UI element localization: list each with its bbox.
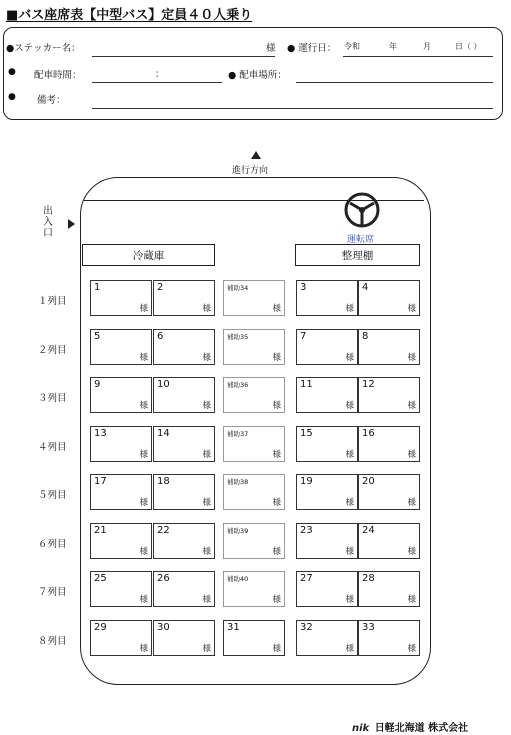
seat-sama-label: 様 [345, 450, 354, 460]
seat-sama-label: 様 [202, 304, 211, 314]
seat-number: 25 [94, 573, 107, 584]
seat-sama-label: 様 [139, 353, 148, 363]
time-colon: ： [155, 69, 165, 80]
seat[interactable] [296, 474, 358, 510]
seat-sama-label: 様 [139, 498, 148, 508]
seat-number: 5 [94, 331, 101, 342]
seat-sama-label: 様 [139, 644, 148, 654]
seat[interactable] [296, 329, 358, 365]
seat[interactable] [296, 620, 358, 656]
seat-sama-label: 様 [407, 401, 416, 411]
sticker-name-field[interactable] [92, 56, 275, 57]
remarks-field[interactable] [92, 108, 493, 109]
seat-number: 23 [300, 525, 313, 536]
seat[interactable] [358, 377, 420, 413]
seat-number: 1 [94, 282, 101, 293]
page-title: ■バス座席表【中型バス】定員４０人乗り [6, 8, 253, 23]
row-label: ２列目 [38, 345, 67, 356]
entrance-arrow-icon [68, 219, 75, 229]
seat-sama-label: 様 [345, 498, 354, 508]
seat-number: 補助34 [227, 284, 249, 292]
seat-sama-label: 様 [202, 498, 211, 508]
seat[interactable] [153, 377, 215, 413]
seat-sama-label: 様 [272, 450, 281, 460]
seat-number: 補助35 [227, 333, 249, 341]
seat-sama-label: 様 [272, 644, 281, 654]
seat-sama-label: 様 [407, 644, 416, 654]
seat[interactable] [90, 620, 152, 656]
day-unit: 日（ ） [455, 42, 482, 51]
seat-number: 16 [362, 428, 375, 439]
seat[interactable] [358, 329, 420, 365]
seat[interactable] [358, 620, 420, 656]
seat[interactable] [296, 426, 358, 462]
seat-sama-label: 様 [407, 595, 416, 605]
seat[interactable] [223, 620, 285, 656]
seat[interactable] [296, 280, 358, 316]
seat-number: 4 [362, 282, 369, 293]
seat-sama-label: 様 [345, 644, 354, 654]
seat-number: 29 [94, 622, 107, 633]
seat-number: 3 [300, 282, 307, 293]
aux-seat[interactable] [223, 426, 285, 462]
seat[interactable] [90, 474, 152, 510]
year-unit: 年 [389, 42, 397, 51]
seat[interactable] [153, 329, 215, 365]
logo-mark: nik [352, 723, 370, 734]
seat[interactable] [358, 474, 420, 510]
sticker-name-label: ●ステッカー名： [6, 43, 81, 54]
aux-seat[interactable] [223, 280, 285, 316]
seat-number: 6 [157, 331, 164, 342]
seat-sama-label: 様 [202, 644, 211, 654]
seat-number: 補助40 [227, 575, 249, 583]
seat-number: 28 [362, 573, 375, 584]
company-name: 日軽北海道 株式会社 [374, 723, 469, 734]
seat[interactable] [358, 426, 420, 462]
bullet-icon: ● [8, 67, 16, 77]
month-unit: 月 [423, 42, 431, 51]
seat-number: 補助36 [227, 381, 249, 389]
seat-sama-label: 様 [407, 547, 416, 557]
seat-sama-label: 様 [272, 401, 281, 411]
row-label: １列目 [38, 296, 67, 307]
seat-number: 24 [362, 525, 375, 536]
seat-number: 補助37 [227, 430, 249, 438]
seat-sama-label: 様 [139, 450, 148, 460]
seat[interactable] [90, 523, 152, 559]
seat-number: 13 [94, 428, 107, 439]
sticker-name-sama: 様 [266, 43, 276, 54]
aux-seat[interactable] [223, 329, 285, 365]
seat-number: 17 [94, 476, 107, 487]
seat-number: 14 [157, 428, 170, 439]
seat-sama-label: 様 [272, 547, 281, 557]
bullet-icon: ● [8, 92, 16, 102]
seat[interactable] [358, 523, 420, 559]
seat-number: 27 [300, 573, 313, 584]
seat[interactable] [153, 474, 215, 510]
seat[interactable] [296, 523, 358, 559]
aux-seat[interactable] [223, 377, 285, 413]
seat[interactable] [296, 571, 358, 607]
seat-number: 補助39 [227, 527, 249, 535]
seat-sama-label: 様 [139, 401, 148, 411]
seat[interactable] [90, 377, 152, 413]
seat-sama-label: 様 [139, 595, 148, 605]
dispatch-place-label: ● 配車場所： [228, 70, 287, 81]
seat-sama-label: 様 [202, 547, 211, 557]
seat-sama-label: 様 [345, 401, 354, 411]
seat-number: 18 [157, 476, 170, 487]
dispatch-place-field[interactable] [296, 82, 493, 83]
company-logo [352, 719, 468, 734]
seat-number: 26 [157, 573, 170, 584]
seat-number: 19 [300, 476, 313, 487]
seat-sama-label: 様 [345, 304, 354, 314]
seat-sama-label: 様 [272, 304, 281, 314]
seat[interactable] [153, 280, 215, 316]
row-label: ４列目 [38, 442, 67, 453]
seat[interactable] [153, 571, 215, 607]
seat-sama-label: 様 [272, 595, 281, 605]
aux-seat[interactable] [223, 474, 285, 510]
seat[interactable] [358, 280, 420, 316]
run-date-label: ● 運行日： [287, 43, 337, 54]
seat-sama-label: 様 [139, 304, 148, 314]
seat-sama-label: 様 [202, 353, 211, 363]
seat-number: 9 [94, 379, 101, 390]
seat-number: 20 [362, 476, 375, 487]
aux-seat[interactable] [223, 523, 285, 559]
seat[interactable] [153, 620, 215, 656]
seat-number: 7 [300, 331, 307, 342]
direction-label: 進行方向 [232, 166, 269, 176]
seat-number: 8 [362, 331, 369, 342]
seat-number: 15 [300, 428, 313, 439]
seat-number: 12 [362, 379, 375, 390]
entrance-label: 出入口 [43, 206, 53, 239]
steering-wheel-icon [343, 191, 381, 229]
seat-number: 2 [157, 282, 164, 293]
seat-sama-label: 様 [272, 498, 281, 508]
seat-number: 補助38 [227, 478, 249, 486]
seat[interactable] [90, 426, 152, 462]
dispatch-time-label: 配車時間： [34, 70, 82, 81]
storage-shelf-box: 整理棚 [295, 244, 420, 266]
seat-sama-label: 様 [407, 304, 416, 314]
seat-sama-label: 様 [139, 547, 148, 557]
seat[interactable] [358, 571, 420, 607]
row-label: ５列目 [38, 490, 67, 501]
seat[interactable] [90, 329, 152, 365]
fridge-box: 冷蔵庫 [82, 244, 215, 266]
seat-sama-label: 様 [202, 401, 211, 411]
seat-sama-label: 様 [407, 498, 416, 508]
seat[interactable] [90, 280, 152, 316]
driver-seat-label: 運転席 [347, 235, 375, 245]
aux-seat[interactable] [223, 571, 285, 607]
seat[interactable] [296, 377, 358, 413]
seat-number: 33 [362, 622, 375, 633]
seat-sama-label: 様 [407, 450, 416, 460]
seat-sama-label: 様 [407, 353, 416, 363]
seat-number: 21 [94, 525, 107, 536]
seat-number: 32 [300, 622, 313, 633]
seat-sama-label: 様 [345, 353, 354, 363]
seat-number: 22 [157, 525, 170, 536]
era-label: 令和 [344, 42, 360, 51]
seat[interactable] [153, 523, 215, 559]
seat-number: 30 [157, 622, 170, 633]
run-date-field[interactable] [343, 56, 493, 57]
seat-sama-label: 様 [345, 595, 354, 605]
remarks-label: 備考： [37, 95, 66, 106]
dispatch-time-field[interactable] [92, 82, 222, 83]
seat-sama-label: 様 [345, 547, 354, 557]
seat[interactable] [153, 426, 215, 462]
direction-arrow-icon [251, 151, 261, 159]
seat-number: 10 [157, 379, 170, 390]
seat-sama-label: 様 [202, 595, 211, 605]
row-label: ８列目 [38, 636, 67, 647]
seat-sama-label: 様 [202, 450, 211, 460]
seat-number: 31 [227, 622, 240, 633]
row-label: ６列目 [38, 539, 67, 550]
seat[interactable] [90, 571, 152, 607]
row-label: ７列目 [38, 587, 67, 598]
row-label: ３列目 [38, 393, 67, 404]
seat-sama-label: 様 [272, 353, 281, 363]
seat-number: 11 [300, 379, 313, 390]
